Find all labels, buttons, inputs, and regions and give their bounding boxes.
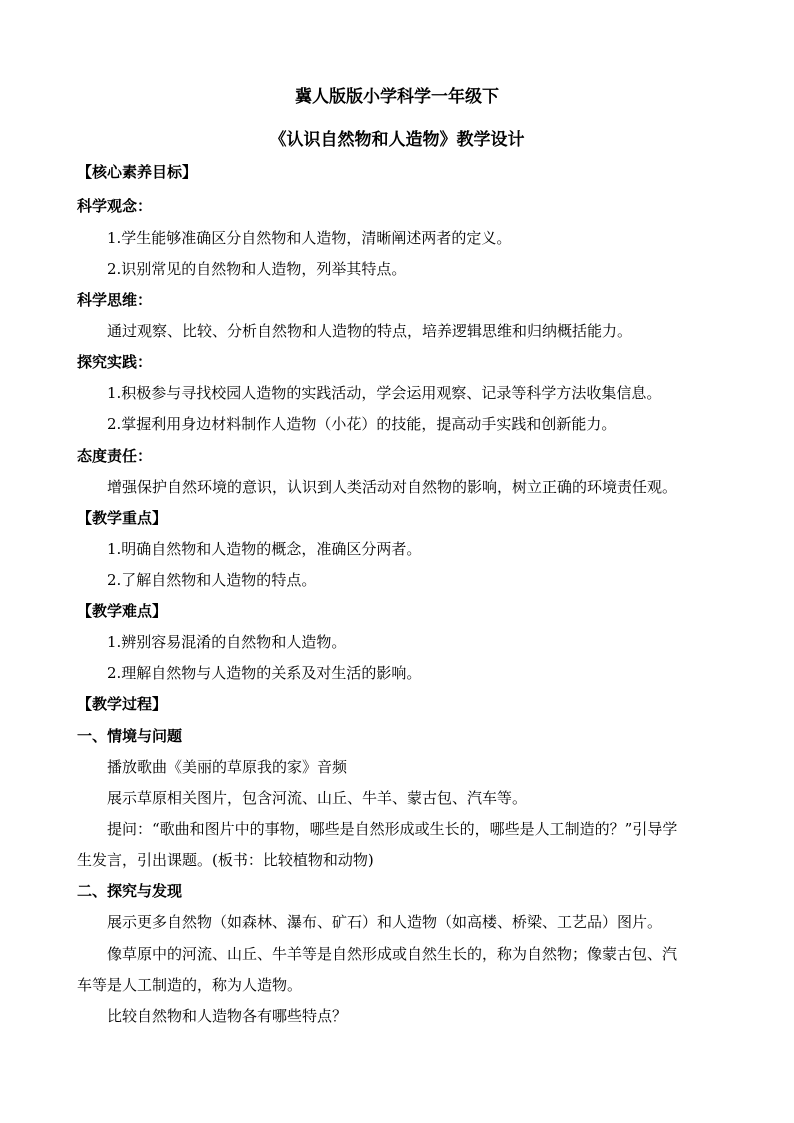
concept-heading: 科学观念： (77, 197, 153, 215)
difficulty-1: 1.辨别容易混淆的自然物和人造物。 (107, 633, 347, 651)
section-difficulties-heading: 【教学难点】 (77, 602, 168, 620)
part2-paragraph-1: 展示更多自然物（如森林、瀑布、矿石）和人造物（如高楼、桥梁、工艺品）图片。 (107, 913, 663, 931)
thinking-heading: 科学思维： (77, 291, 153, 309)
key-point-1: 1.明确自然物和人造物的概念，准确区分两者。 (107, 540, 422, 558)
thinking-item-1: 通过观察、比较、分析自然物和人造物的特点，培养逻辑思维和归纳概括能力。 (107, 322, 633, 340)
section-key-points-heading: 【教学重点】 (77, 509, 168, 527)
attitude-item-1: 增强保护自然环境的意识，认识到人类活动对自然物的影响，树立正确的环境责任观。 (107, 478, 678, 496)
part1-paragraph-2: 展示草原相关图片，包含河流、山丘、牛羊、蒙古包、汽车等。 (107, 789, 528, 807)
section-core-goals-heading: 【核心素养目标】 (77, 163, 198, 181)
part1-paragraph-3-line2: 生发言，引出课题。(板书：比较植物和动物) (77, 851, 374, 869)
part2-paragraph-3: 比较自然物和人造物各有哪些特点？ (107, 1007, 348, 1025)
practice-heading: 探究实践： (77, 353, 153, 371)
practice-item-1: 1.积极参与寻找校园人造物的实践活动，学会运用观察、记录等科学方法收集信息。 (107, 384, 662, 402)
difficulty-2: 2.理解自然物与人造物的关系及对生活的影响。 (107, 664, 422, 682)
part2-paragraph-2-line1: 像草原中的河流、山丘、牛羊等是自然形成或自然生长的，称为自然物；像蒙古包、汽 (107, 945, 678, 963)
part1-heading: 一、情境与问题 (77, 727, 183, 745)
part1-paragraph-1: 播放歌曲《美丽的草原我的家》音频 (107, 758, 348, 776)
concept-item-2: 2.识别常见的自然物和人造物，列举其特点。 (107, 260, 407, 278)
doc-title-line2: 《认识自然物和人造物》教学设计 (269, 130, 525, 150)
key-point-2: 2.了解自然物和人造物的特点。 (107, 571, 317, 589)
part2-heading: 二、探究与发现 (77, 882, 183, 900)
doc-title-line1: 冀人版版小学科学一年级下 (295, 87, 499, 107)
part2-paragraph-2-line2: 车等是人工制造的，称为人造物。 (77, 976, 303, 994)
practice-item-2: 2.掌握利用身边材料制作人造物（小花）的技能，提高动手实践和创新能力。 (107, 415, 617, 433)
attitude-heading: 态度责任： (77, 447, 153, 465)
section-process-heading: 【教学过程】 (77, 695, 168, 713)
part1-paragraph-3-line1: 提问：“歌曲和图片中的事物，哪些是自然形成或生长的，哪些是人工制造的？”引导学 (107, 820, 678, 838)
concept-item-1: 1.学生能够准确区分自然物和人造物，清晰阐述两者的定义。 (107, 229, 512, 247)
